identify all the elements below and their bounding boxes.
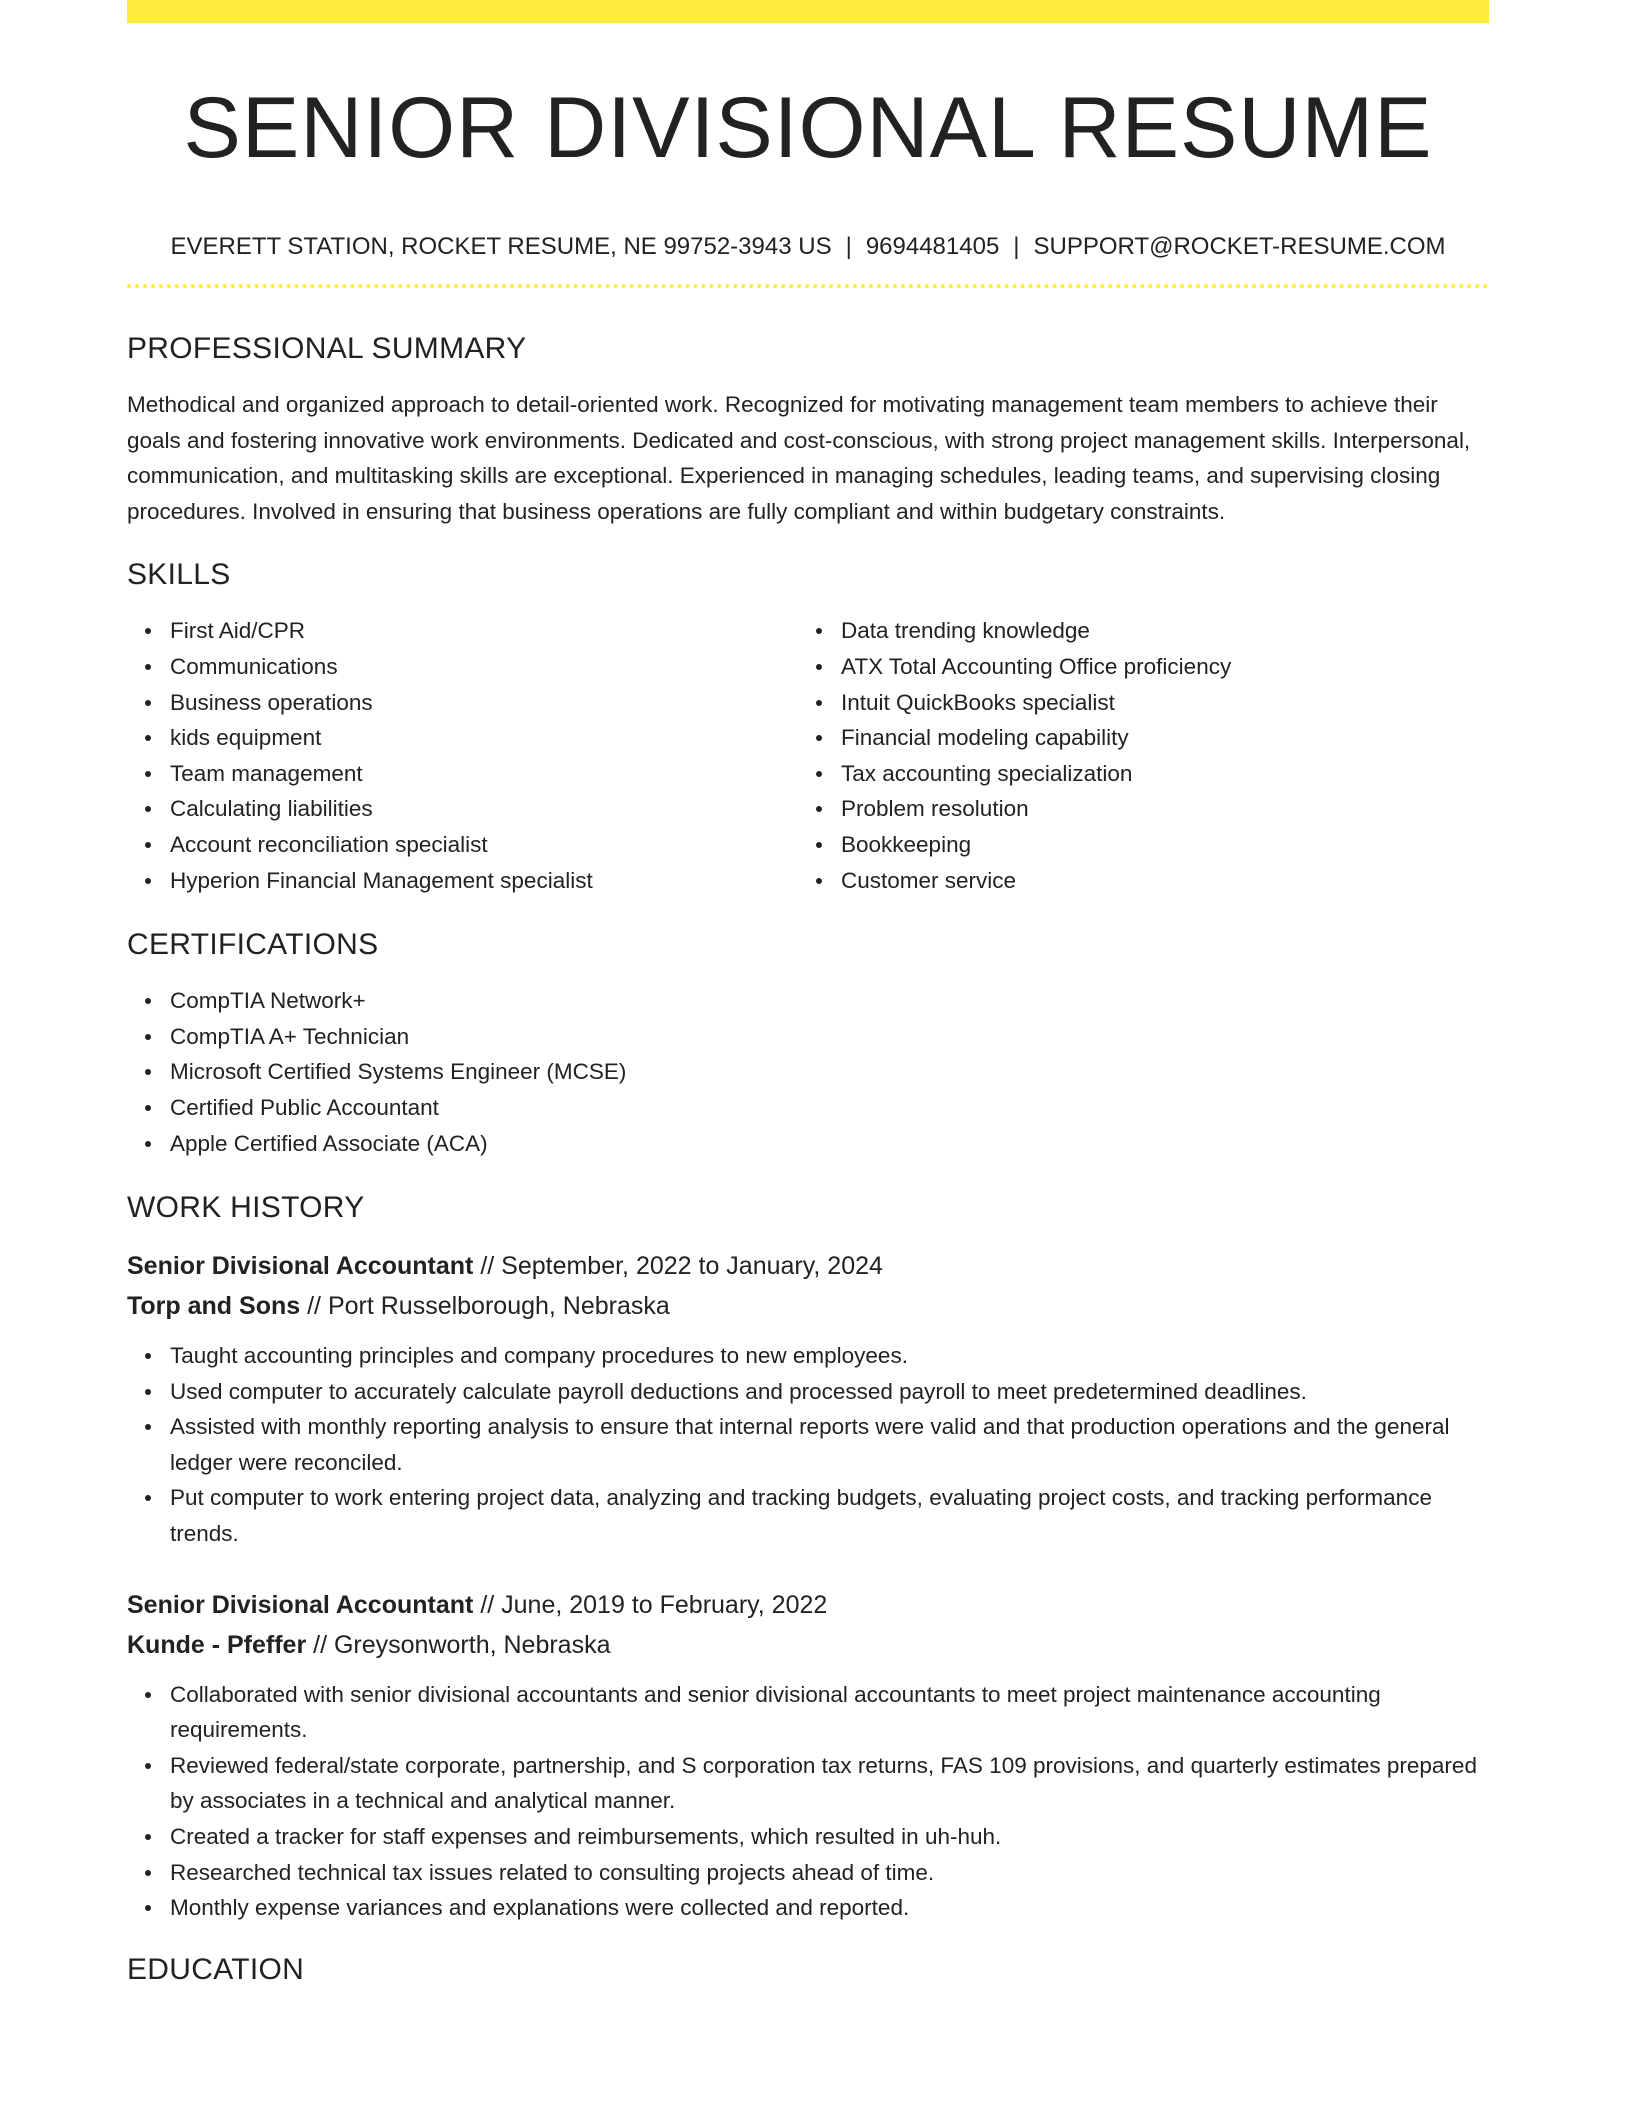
list-item <box>170 1480 1489 1551</box>
job-duty: Put computer to work entering project data, analyzing and tracking budgets, evaluating project costs, and tracking performance trends. <box>170 1485 1432 1547</box>
list-item <box>841 863 1469 899</box>
list-item <box>170 863 798 899</box>
skills-columns <box>127 613 1489 898</box>
job-entry <box>127 1585 1489 1926</box>
certification-label: Microsoft Certified Systems Engineer (MCSE) <box>170 1059 627 1085</box>
bullet-dot <box>145 1141 151 1147</box>
job-duty: Monthly expense variances and explanations were collected and reported. <box>170 1895 910 1921</box>
job-company-line <box>127 1625 1489 1665</box>
job-company: Torp and Sons <box>127 1292 301 1321</box>
bullet-dot <box>145 1389 151 1395</box>
job-duties-list <box>127 1677 1489 1926</box>
bullet-dot <box>145 1905 151 1911</box>
job-title: Senior Divisional Accountant <box>127 1590 474 1619</box>
bullet-dot <box>145 1069 151 1075</box>
work-history-heading: WORK HISTORY <box>127 1191 365 1225</box>
skill-label: Bookkeeping <box>841 831 972 857</box>
certifications-list <box>127 983 1489 1161</box>
bullet-dot <box>145 1353 151 1359</box>
contact-separator: | <box>1013 233 1020 260</box>
contact-separator: | <box>845 233 852 260</box>
list-item <box>841 827 1469 863</box>
job-duty: Created a tracker for staff expenses and reimbursements, which resulted in uh-huh. <box>170 1824 1002 1850</box>
bullet-dot <box>145 628 151 634</box>
job-duty: Collaborated with senior divisional accountants and senior divisional accountants to meet project maintenance accounting requirements. <box>170 1681 1381 1743</box>
list-item <box>170 1890 1489 1926</box>
skill-label: Problem resolution <box>841 796 1029 822</box>
list-item <box>841 791 1469 827</box>
job-company-line <box>127 1286 1489 1326</box>
job-company: Kunde - Pfeffer <box>127 1630 307 1659</box>
bullet-dot <box>145 735 151 741</box>
skill-label: Calculating liabilities <box>170 796 373 822</box>
skills-heading: SKILLS <box>127 558 231 592</box>
resume-content <box>127 0 1489 1988</box>
bullet-dot <box>145 1870 151 1876</box>
bullet-dot <box>816 664 822 670</box>
list-item <box>170 1748 1489 1819</box>
skill-label: kids equipment <box>170 725 322 751</box>
bullet-dot <box>145 1034 151 1040</box>
job-duties-list <box>127 1338 1489 1552</box>
job-title: Senior Divisional Accountant <box>127 1252 474 1281</box>
bullet-dot <box>816 628 822 634</box>
skills-column-left <box>127 613 798 898</box>
job-duty: Researched technical tax issues related to consulting projects ahead of time. <box>170 1859 935 1885</box>
certifications-heading: CERTIFICATIONS <box>127 928 379 962</box>
skill-label: First Aid/CPR <box>170 618 306 644</box>
list-item <box>170 1677 1489 1748</box>
list-item <box>170 613 798 649</box>
skill-label: Tax accounting specialization <box>841 760 1133 786</box>
bullet-dot <box>145 664 151 670</box>
skill-label: Data trending knowledge <box>841 618 1090 644</box>
contact-phone: 9694481405 <box>865 233 1000 260</box>
job-duty: Assisted with monthly reporting analysis to ensure that internal reports were valid and that production operations and the general ledger were reconciled. <box>170 1414 1450 1475</box>
job-dates: // September, 2022 to January, 2024 <box>480 1252 883 1281</box>
list-item <box>170 720 798 756</box>
bullet-dot <box>145 771 151 777</box>
bullet-dot <box>145 1424 151 1430</box>
list-item <box>841 685 1469 721</box>
bullet-dot <box>816 735 822 741</box>
skills-column-right <box>798 613 1469 898</box>
bullet-dot <box>145 700 151 706</box>
job-duty: Taught accounting principles and company procedures to new employees. <box>170 1343 908 1369</box>
skill-label: Team management <box>170 760 363 786</box>
list-item <box>170 1409 1489 1480</box>
list-item <box>170 1338 1489 1374</box>
certification-label: Certified Public Accountant <box>170 1094 439 1120</box>
job-title-line <box>127 1246 1489 1286</box>
job-location: // Port Russelborough, Nebraska <box>307 1292 670 1321</box>
bullet-dot <box>145 998 151 1004</box>
resume-title: SENIOR DIVISIONAL RESUME <box>183 80 1433 176</box>
skills-list-right <box>798 613 1469 898</box>
list-item <box>841 613 1469 649</box>
list-item <box>170 1126 1489 1162</box>
bullet-dot <box>145 878 151 884</box>
list-item <box>170 1855 1489 1891</box>
bullet-dot <box>816 842 822 848</box>
skill-label: Business operations <box>170 689 373 715</box>
bullet-dot <box>145 1495 151 1501</box>
summary-text: Methodical and organized approach to detail-oriented work. Recognized for motivating management team members to achieve their goals and fostering innovative work environments. Dedicated and cost-conscious, with strong project management skills. Interpersonal, communication, and multitasking skills are exceptional. Experienced in managing schedules, leading teams, and supervising closing procedures. Involved in ensuring that business operations are fully compliant and within budgetary constraints. <box>127 392 1471 524</box>
certification-label: Apple Certified Associate (ACA) <box>170 1130 488 1156</box>
list-item <box>841 649 1469 685</box>
certification-label: CompTIA Network+ <box>170 988 366 1014</box>
list-item <box>841 720 1469 756</box>
bullet-dot <box>816 771 822 777</box>
bullet-dot <box>145 1834 151 1840</box>
bullet-dot <box>816 700 822 706</box>
job-title-line <box>127 1585 1489 1625</box>
list-item <box>841 756 1469 792</box>
bullet-dot <box>816 878 822 884</box>
skill-label: ATX Total Accounting Office proficiency <box>841 653 1232 679</box>
list-item <box>170 983 1489 1019</box>
bullet-dot <box>816 806 822 812</box>
list-item <box>170 1090 1489 1126</box>
skill-label: Account reconciliation specialist <box>170 831 488 857</box>
bullet-dot <box>145 1763 151 1769</box>
skill-label: Customer service <box>841 867 1017 893</box>
list-item <box>170 1054 1489 1090</box>
skill-label: Communications <box>170 653 338 679</box>
list-item <box>170 1019 1489 1055</box>
education-heading: EDUCATION <box>127 1952 305 1986</box>
certification-label: CompTIA A+ Technician <box>170 1023 410 1049</box>
skill-label: Intuit QuickBooks specialist <box>841 689 1115 715</box>
bullet-dot <box>145 842 151 848</box>
job-duty: Reviewed federal/state corporate, partnership, and S corporation tax returns, FAS 109 provisions, and quarterly estimates prepared by associates in a technical and analytical manner. <box>170 1752 1477 1814</box>
skill-label: Hyperion Financial Management specialist <box>170 867 593 893</box>
dotted-divider <box>127 284 1489 288</box>
job-dates: // June, 2019 to February, 2022 <box>480 1590 828 1619</box>
bullet-dot <box>145 1105 151 1111</box>
contact-line <box>127 232 1489 262</box>
list-item <box>170 791 798 827</box>
list-item <box>170 756 798 792</box>
bullet-dot <box>145 806 151 812</box>
list-item <box>170 1819 1489 1855</box>
list-item <box>170 685 798 721</box>
skill-label: Financial modeling capability <box>841 725 1129 751</box>
list-item <box>170 649 798 685</box>
contact-address: EVERETT STATION, ROCKET RESUME, NE 99752-3943 US <box>170 233 832 260</box>
job-entry <box>127 1246 1489 1552</box>
contact-email: SUPPORT@ROCKET-RESUME.COM <box>1033 233 1446 260</box>
list-item <box>170 1374 1489 1410</box>
list-item <box>170 827 798 863</box>
summary-heading: PROFESSIONAL SUMMARY <box>127 332 527 365</box>
job-duty: Used computer to accurately calculate payroll deductions and processed payroll to meet predetermined deadlines. <box>170 1378 1307 1404</box>
bullet-dot <box>145 1692 151 1698</box>
skills-list-left <box>127 613 798 898</box>
job-location: // Greysonworth, Nebraska <box>313 1630 611 1659</box>
